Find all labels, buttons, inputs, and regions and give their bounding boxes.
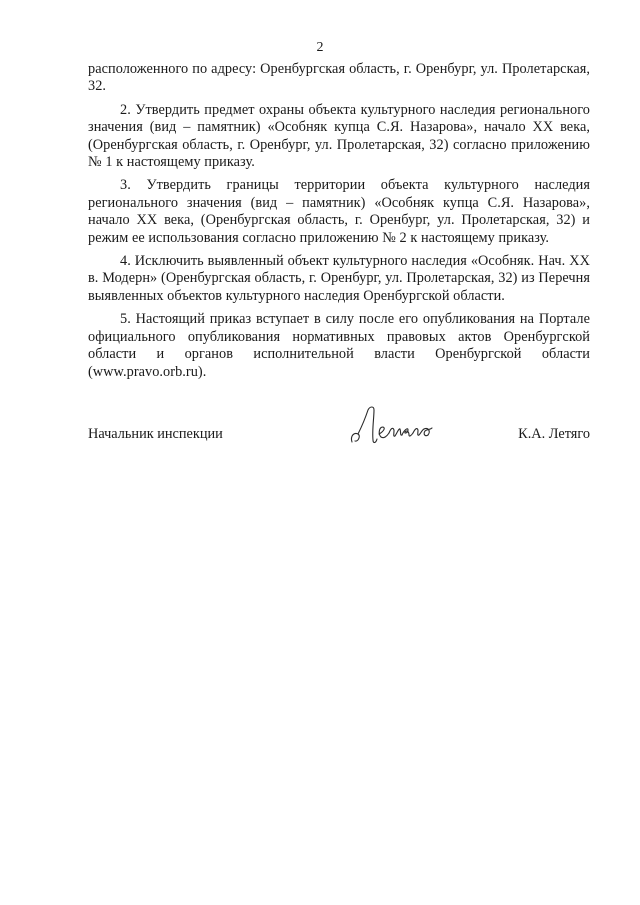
paragraph-item-5: 5. Настоящий приказ вступает в силу после его опубликования на Портале официального опубликования нормативных правовых актов Оренбургской области и органов исполнительной власти Оренбургской области (www.pravo.orb.ru). (88, 311, 590, 380)
signature-block (88, 418, 590, 458)
paragraph-item-3: 3. Утвердить границы территории объекта культурного наследия регионального значения (вид – памятник) «Особняк купца С.Я. Назарова», начало XX века, (Оренбургская область, г. Оренбург, ул. Пролетарская, 32) и режим ее использования согласно приложению № 2 к настоящему приказу. (88, 177, 590, 246)
document-body (88, 61, 590, 387)
handwritten-signature (346, 404, 450, 448)
paragraph-item-2: 2. Утвердить предмет охраны объекта культурного наследия регионального значения (вид – памятник) «Особняк купца С.Я. Назарова», начало XX века, (Оренбургская область, г. Оренбург, ул. Пролетарская, 32) согласно приложению № 1 к настоящему приказу. (88, 101, 590, 171)
page-number: 2 (316, 40, 324, 55)
paragraph-continuation: расположенного по адресу: Оренбургская область, г. Оренбург, ул. Пролетарская, 32. (88, 61, 590, 95)
signer-position: Начальник инспекции (88, 426, 223, 442)
paragraph-item-4: 4. Исключить выявленный объект культурного наследия «Особняк. Нач. XX в. Модерн» (Оренбургская область, г. Оренбург, ул. Пролетарская, 32) из Перечня выявленных объектов культурного наследия Оренбургской области. (88, 253, 590, 304)
signer-name: К.А. Летяго (518, 426, 590, 442)
